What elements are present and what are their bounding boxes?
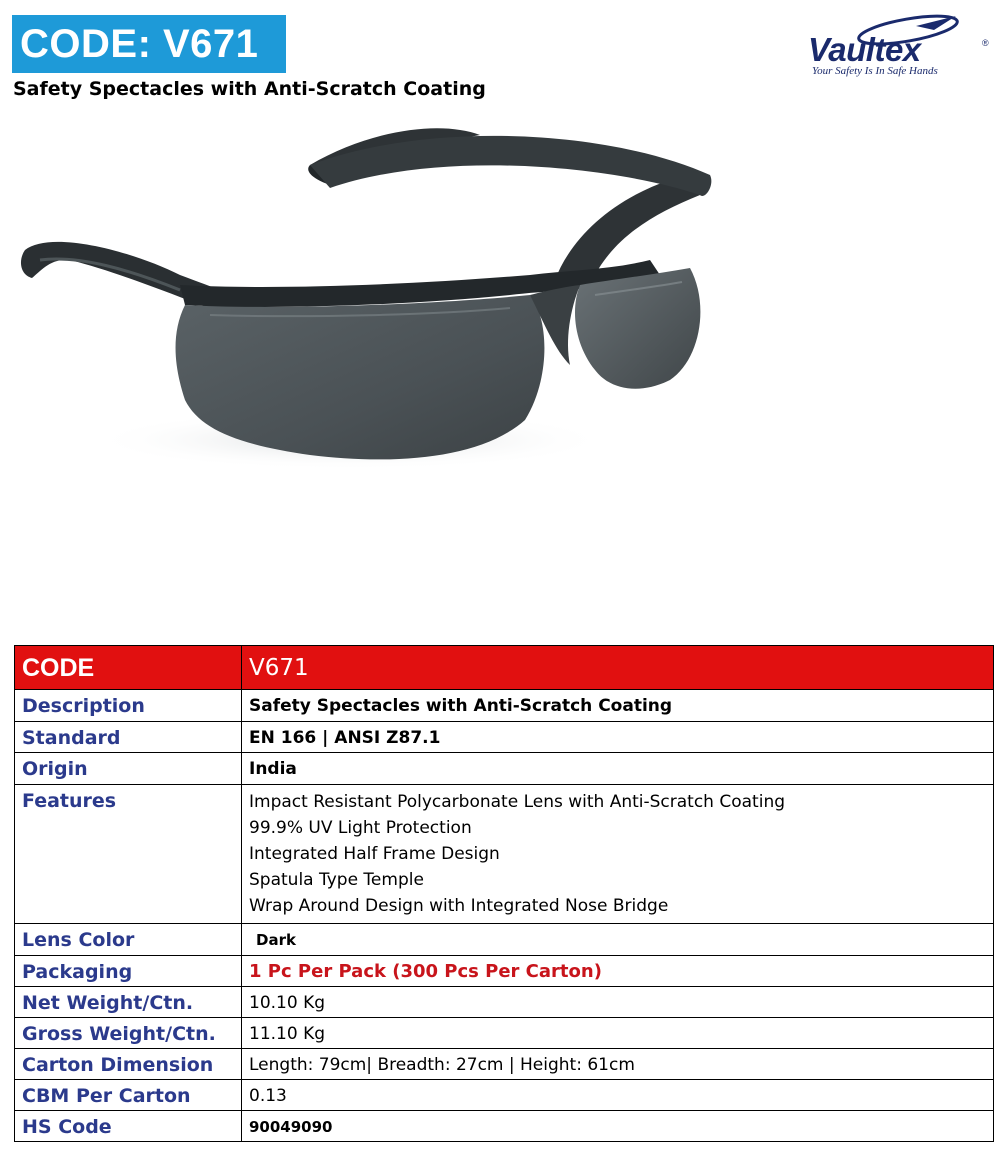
table-header-row	[15, 646, 994, 690]
table-row-description	[15, 690, 994, 722]
table-row-cbm	[15, 1080, 994, 1111]
table-row-packaging	[15, 956, 994, 987]
brand-tagline: Your Safety Is In Safe Hands	[812, 65, 938, 77]
table-row-features	[15, 785, 994, 924]
features-list	[242, 785, 994, 924]
hs-code-value: 90049090	[242, 1111, 994, 1142]
gross-weight-label: Gross Weight/Ctn.	[15, 1018, 242, 1049]
brand-name: Vaultex	[808, 31, 921, 68]
product-code-banner: CODE: V671	[12, 15, 286, 73]
feature-item: Wrap Around Design with Integrated Nose Bridge	[249, 896, 669, 916]
brand-logo	[806, 8, 996, 80]
table-row-gross-weight	[15, 1018, 994, 1049]
standard-value: EN 166 | ANSI Z87.1	[242, 722, 994, 753]
header-value	[242, 646, 994, 690]
product-image	[10, 110, 750, 510]
table-row-carton-dimension	[15, 1049, 994, 1080]
packaging-value: 1 Pc Per Pack (300 Pcs Per Carton)	[242, 956, 994, 987]
table-row-lens-color	[15, 924, 994, 956]
cbm-value: 0.13	[242, 1080, 994, 1111]
brand-registered-mark: ®	[982, 38, 989, 48]
packaging-label: Packaging	[15, 956, 242, 987]
net-weight-label: Net Weight/Ctn.	[15, 987, 242, 1018]
net-weight-value: 10.10 Kg	[242, 987, 994, 1018]
feature-item: Impact Resistant Polycarbonate Lens with Anti-Scratch Coating	[249, 792, 786, 812]
features-label: Features	[15, 785, 242, 924]
hs-code-label: HS Code	[15, 1111, 242, 1142]
table-row-net-weight	[15, 987, 994, 1018]
header-code-value: V671	[249, 655, 309, 681]
origin-value: India	[242, 753, 994, 785]
description-label: Description	[15, 690, 242, 722]
origin-label: Origin	[15, 753, 242, 785]
table-row-standard	[15, 722, 994, 753]
specification-table	[14, 645, 994, 1142]
lens-color-value: Dark	[242, 924, 994, 956]
gross-weight-value: 11.10 Kg	[242, 1018, 994, 1049]
table-row-hs-code	[15, 1111, 994, 1142]
feature-item: 99.9% UV Light Protection	[249, 818, 472, 838]
carton-dimension-value: Length: 79cm| Breadth: 27cm | Height: 61cm	[242, 1049, 994, 1080]
feature-item: Integrated Half Frame Design	[249, 844, 500, 864]
header-label: CODE	[15, 646, 242, 690]
feature-item: Spatula Type Temple	[249, 870, 424, 890]
product-subtitle: Safety Spectacles with Anti-Scratch Coating	[13, 78, 486, 100]
description-value: Safety Spectacles with Anti-Scratch Coating	[242, 690, 994, 722]
cbm-label: CBM Per Carton	[15, 1080, 242, 1111]
carton-dimension-label: Carton Dimension	[15, 1049, 242, 1080]
standard-label: Standard	[15, 722, 242, 753]
lens-color-label: Lens Color	[15, 924, 242, 956]
safety-glasses-illustration	[10, 110, 750, 510]
table-row-origin	[15, 753, 994, 785]
